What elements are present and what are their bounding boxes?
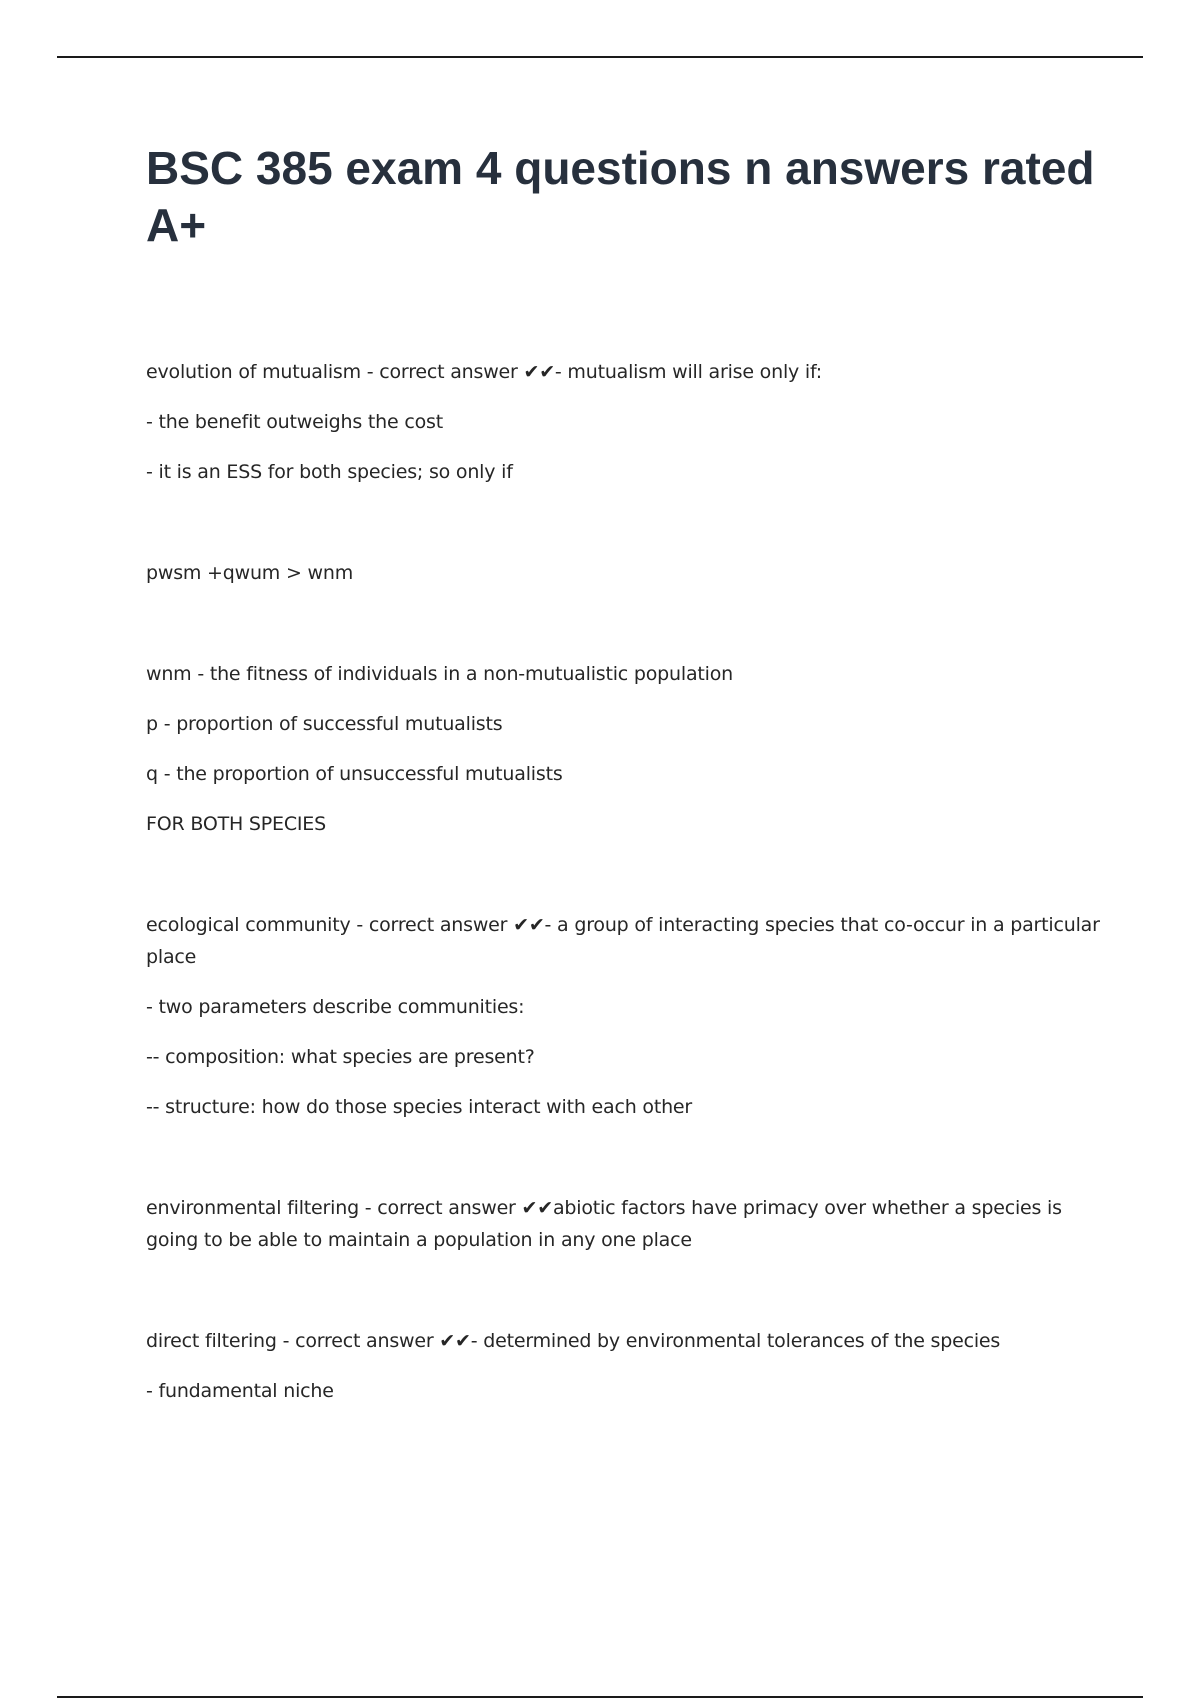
block-spacer — [146, 607, 1106, 658]
block-spacer — [146, 1141, 1106, 1192]
qa-block-direct-filtering — [146, 1325, 1106, 1407]
text-line: FOR BOTH SPECIES — [146, 813, 326, 835]
header-rule — [57, 56, 1143, 58]
text-line: -- composition: what species are present? — [146, 1046, 535, 1068]
block-spacer — [146, 858, 1106, 909]
equation-block — [146, 557, 1106, 589]
text-line: - two parameters describe communities: — [146, 996, 525, 1018]
text-line: - fundamental niche — [146, 1380, 334, 1402]
text-line: - it is an ESS for both species; so only if — [146, 461, 513, 483]
text-line: -- structure: how do those species interact with each other — [146, 1096, 693, 1118]
text-line: wnm - the fitness of individuals in a non-mutualistic population — [146, 663, 733, 685]
text-line: - the benefit outweighs the cost — [146, 411, 443, 433]
text-line: environmental filtering - correct answer ✔✔abiotic factors have primacy over whether a species is going to be able to maintain a population in any one place — [146, 1197, 1062, 1251]
qa-block-ecological-community — [146, 909, 1106, 1123]
title-area — [146, 140, 1096, 254]
page-title: BSC 385 exam 4 questions n answers rated A+ — [146, 142, 1095, 251]
qa-block-environmental-filtering — [146, 1192, 1106, 1256]
equation-line: pwsm +qwum > wnm — [146, 562, 354, 584]
block-spacer — [146, 506, 1106, 557]
text-line: direct filtering - correct answer ✔✔- determined by environmental tolerances of the species — [146, 1330, 1001, 1352]
footer-rule — [57, 1696, 1143, 1698]
text-line: ecological community - correct answer ✔✔- a group of interacting species that co-occur in a particular place — [146, 914, 1100, 968]
text-line: q - the proportion of unsuccessful mutualists — [146, 763, 563, 785]
document-body — [146, 356, 1106, 1425]
text-line: evolution of mutualism - correct answer ✔✔- mutualism will arise only if: — [146, 361, 823, 383]
block-spacer — [146, 1274, 1106, 1325]
definitions-block — [146, 658, 1106, 840]
qa-block-evolution-of-mutualism — [146, 356, 1106, 488]
text-line: p - proportion of successful mutualists — [146, 713, 503, 735]
